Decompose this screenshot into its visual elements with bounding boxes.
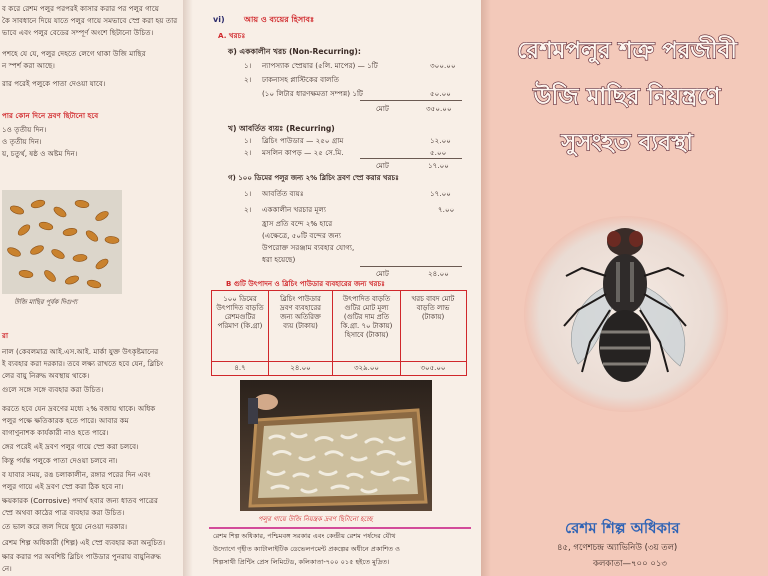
footer-line-1: রেশম শিল্প অধিকার, পশ্চিমবঙ্গ সরকার এবং কেন্দ্রীয় রেশম পর্ষদের যৌথ: [213, 532, 396, 540]
left-para-3: লের বায়ু নিরুদ্ধ অবস্থায় থাকে।: [2, 371, 90, 380]
table-value-cell: ৩০৫.০০: [420, 364, 446, 372]
profit-table: [211, 290, 467, 376]
g-note-1: হ্রাস প্রতি বন্দে ২% হারে: [262, 219, 333, 228]
cover-title-line-1: রেশমপলুর শত্রু পরজীবী: [517, 38, 737, 64]
publisher-address-2: কলকাতা—৭০০ ০১৩: [593, 559, 667, 569]
kh2-text: মসলিন কাপড় — ২৫ সে.মি.: [262, 148, 344, 157]
table-value-cell: ২৪.০০: [290, 364, 311, 372]
k3-amount: ৫০.০০: [430, 89, 451, 98]
left-para-9: কিন্তু পর্যন্ত পলুকে পাতা দেওয়া চলবে না।: [2, 456, 118, 465]
left-para-15: রেশম শিল্প অধিকারী (শিল্প) এই স্প্রে ব্যবহার করা অনুচিত।: [2, 538, 166, 547]
g-note-2: (এক্ষেত্রে, ৫০টি বন্দের জন্য: [262, 231, 342, 240]
kh1-text: ব্লিচিং পাউডার — ২৫০ গ্রাম: [262, 136, 344, 145]
table-header-cell: ব্লিচিং পাউডার দ্রবণ ব্যবহারের জন্য অতিরিক্ত ব্যয় (টাকায়): [279, 295, 322, 330]
table-value-cell: ৪.৭: [234, 364, 246, 372]
g-note-3: উপরোক্ত সরঞ্জাম ব্যবহার যোগ্য,: [262, 243, 355, 252]
g2-amount: ৭.০০: [438, 205, 455, 214]
kh1-no: ১।: [244, 136, 252, 145]
uzi-fly-illustration: [520, 214, 730, 414]
k1-amount: ৩০০.০০: [430, 61, 456, 70]
non-recurring-label: ক) এককালীন খরচ (Non-Recurring):: [228, 47, 361, 56]
left-line-4: পশহে যে যে, পলুর দেহতে লেগে থাকা উজি মাছির: [2, 49, 146, 58]
left-section-heading: পার কোন দিনে দ্রবণ ছিটানো হবে: [2, 111, 99, 120]
cocoon-cost-label: B গুটি উৎপাদন ও ব্লিচিং পাউডার ব্যবহারের জন্য খরচঃ: [226, 280, 385, 288]
recurring-label: খ) আবর্তিত ব্যয়ঃ (Recurring): [228, 124, 335, 133]
left-sub-heading: রা: [2, 331, 9, 340]
fly-pupae-photo: [2, 190, 122, 294]
footer-line-3: শিল্পসাথী প্রিন্টিং প্রেস লিমিটেড, কলিকাতা-৭০০ ০১৫ হইতে মুদ্রিত।: [213, 558, 390, 566]
cover-title: [481, 0, 768, 180]
left-day-2: ও তৃতীয় দিন।: [2, 137, 42, 146]
table-row-divider: [212, 361, 466, 362]
k3-text: (১০ লিটার ধারণক্ষমতা সম্পন্ন) ১টি: [262, 89, 363, 98]
kh2-no: ২।: [244, 148, 252, 157]
k-total-label: মোট: [376, 104, 389, 113]
left-para-8: ঙ্গের পরেই এই দ্রবণ পলুর গায়ে স্প্রে করা চলবে।: [2, 442, 139, 451]
cover-title-line-2: উজি মাছির নিয়ন্ত্রণে: [533, 84, 721, 110]
publisher-address-1: ৪৫, গণেশচন্দ্র অ্যাভিনিউ (৩য় তল): [557, 543, 678, 553]
left-day-1: ১ও তৃতীয় দিন।: [2, 125, 47, 134]
table-value-cell: ৩২৯.০০: [354, 364, 379, 372]
left-para-13: স্প্রে অথবা কাঠের পাত্র ব্যবহার করা উচিত।: [2, 508, 125, 517]
section-number: vi): [213, 15, 225, 24]
left-para-10: ব যাবার সময়, রঙ চলাকালীন, রঙ্গার পরের দিন এবং: [2, 470, 151, 479]
left-para-11: পলুর গায়ে এই দ্রবণ স্প্রে করা ঠিক হবে না।: [2, 482, 124, 491]
footer-rule: [209, 527, 471, 529]
left-photo-caption: উজি মাছির পূর্বক দিগুণ্য: [14, 298, 78, 306]
left-para-4: গুলে সঙ্গে সঙ্গে ব্যবহার করা উচিত।: [2, 385, 104, 394]
left-para-5: করতে হবে যেন দ্রবণের মধ্যে ২% বজায় থাকে। অধিক: [2, 404, 156, 413]
g-note-4: ধরা হয়েছে): [262, 255, 296, 264]
g-total-rule: [360, 266, 462, 267]
left-para-2: ই ব্যবহার করা দরকার। তবে লক্ষ্য রাখতে হবে যেন, ব্লিচিং: [2, 359, 164, 368]
left-day-3: য়, চতুর্থ, ষষ্ঠ ও অষ্টম দিন।: [2, 149, 78, 158]
kh-total-rule: [360, 158, 462, 159]
table-header-cell: খরচ বাবদ মোট বাড়তি লাভ (টাকায়): [411, 295, 455, 321]
left-para-14: তে ভাল করে জল দিয়ে ধুয়ে নেওয়া দরকার।: [2, 522, 128, 531]
kh2-amount: ৫.০০: [430, 148, 447, 157]
left-line-6: রার পরেই পলুকে পাতা দেওয়া যাবে।: [2, 79, 106, 88]
left-line-1: ব করে রেশম পলুর পরপরই কাসার করার পর পলুর গায়ে: [2, 4, 159, 13]
k2-no: ২।: [244, 75, 252, 84]
k-total: ৩৫০.০০: [426, 104, 452, 113]
left-para-17: নে।: [2, 564, 12, 573]
left-line-3: ভাবে এবং পলুর বেডের সম্পূর্ণ অংশে ছিটানো উচিত।: [2, 28, 154, 37]
table-header-cell: ১০০ ডিমের উৎপাদিত বাড়তি রেশমগুটির পরিমাণ (কি.গ্রা): [216, 295, 264, 330]
left-para-7: বাগাণুনাশক কার্যকারী নাও হতে পারে।: [2, 428, 109, 437]
k1-no: ১।: [244, 61, 252, 70]
left-para-6: পলুর পক্ষে ক্ষতিকারক হতে পারে। আবার কম: [2, 416, 129, 425]
k2-text: ঢাকনাসহ প্লাস্টিকের বালতি: [262, 75, 339, 84]
spray-cost-label: গ) ১০০ ডিমের পলুর জন্য ২% ব্লিচিং দ্রবণ স্প্রে করার খরচঃ: [228, 174, 399, 182]
k-total-rule: [360, 100, 462, 101]
g2-no: ২।: [244, 205, 252, 214]
table-header-cell: উৎপাদিত বাড়তি গুটির মোট মূল্য (গুটির দাম প্রতি কি.গ্রা. ৭০ টাকায়) হিসাবে (টাকায়): [340, 295, 393, 339]
k1-text: ন্যাপস্যাক স্প্রেয়ার (৫লি. মাপের) — ১টি: [262, 61, 378, 70]
kh-total: ১৭.০০: [428, 161, 449, 170]
g1-text: আবর্তিত ব্যয়ঃ: [262, 189, 304, 198]
left-para-12: ক্ষয়কারক (Corrosive) পদার্থ হবার জন্য ধাতব পাত্রের: [2, 496, 158, 505]
spraying-photo-caption: পলুর গায়ে উজি নিয়ন্ত্রক দ্রবণ ছিটানো হচ্ছে: [258, 515, 373, 523]
left-panel: [0, 0, 184, 576]
g-total: ২৪.০০: [428, 269, 449, 278]
left-para-16: ক্ষার করার পর অবশিষ্ট ব্লিচিং পাউডার পুনরায় বায়ুনিরুদ্ধ: [2, 552, 161, 561]
middle-fold-shadow: [183, 0, 193, 576]
costs-label: A. খরচঃ: [218, 31, 246, 40]
cover-title-line-3: সুসংহত ব্যবস্থা: [561, 130, 693, 156]
spraying-photo: [240, 380, 432, 511]
section-title: আয় ও ব্যয়ের হিসাবঃ: [244, 15, 315, 24]
left-para-1: নাল (কেবলমাত্র আই.এস.আই. মার্কা যুক্ত উৎকৃষ্টমানের: [2, 347, 159, 356]
footer-line-2: উদ্যোগে গৃহীত ক্যাটালাইটিক ডেভেলপমেন্ট প্রকল্পের অধীনে প্রকাশিত ও: [213, 545, 401, 553]
kh-total-label: মোট: [376, 161, 389, 170]
g2-text: এককালীন খরচার মূল্য: [262, 205, 326, 214]
g-total-label: মোট: [376, 269, 389, 278]
publisher-name: রেশম শিল্প অধিকার: [565, 519, 680, 537]
left-line-5: ন স্পর্শ করা আছে।: [2, 61, 55, 70]
left-line-2: কৈ সাবধানে দিয়ে যাতে পলুর গায়ে সমভাবে স্প্রে করা হয় তার: [2, 16, 178, 25]
g1-amount: ১৭.০০: [430, 189, 451, 198]
kh1-amount: ১২.০০: [430, 136, 451, 145]
g1-no: ১।: [244, 189, 252, 198]
